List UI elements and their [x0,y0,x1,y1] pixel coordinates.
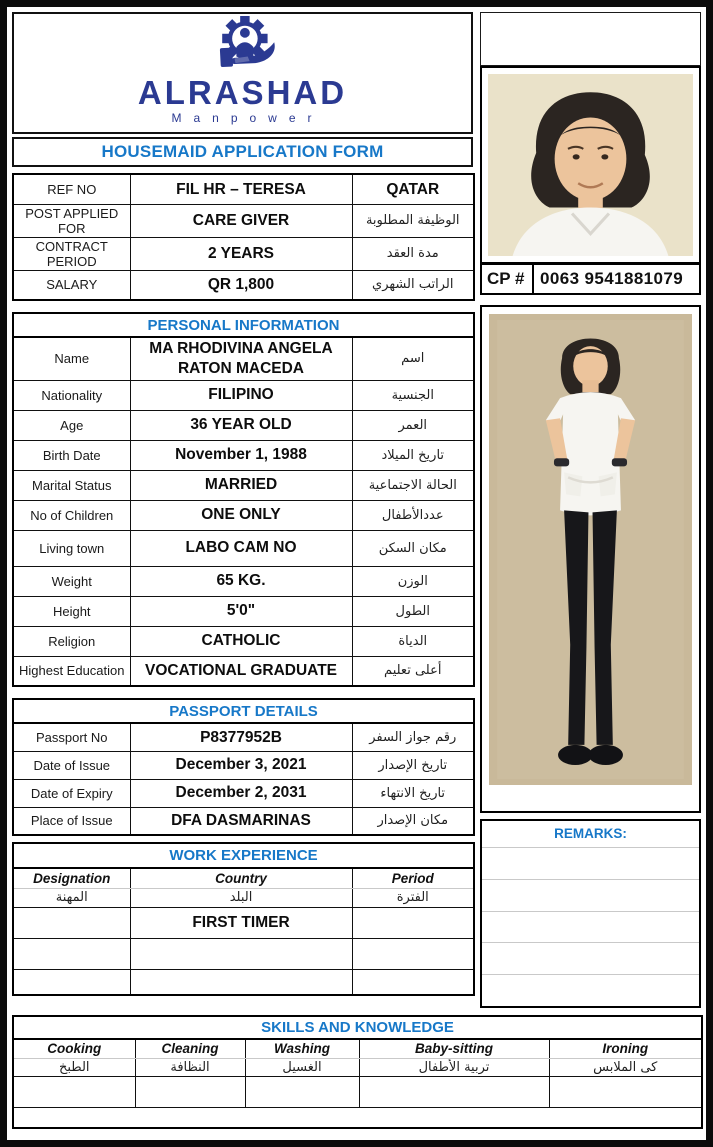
field-label: Highest Education [13,656,130,686]
column-header: Ironing [549,1039,702,1058]
remarks-line [482,879,699,911]
table-row [13,237,474,270]
gear-person-hand-icon [191,16,295,78]
field-label: Height [13,596,130,626]
form-left-column [12,12,473,996]
column-header-ar: الغسيل [245,1058,359,1076]
field-label-ar: الراتب الشهري [352,270,474,300]
empty-cell [130,969,352,995]
field-label: Date of Issue [13,751,130,779]
section-title: WORK EXPERIENCE [13,843,474,868]
column-header-ar: المهنة [13,888,130,907]
field-value: December 3, 2021 [130,751,352,779]
table-row [13,751,474,779]
field-label-ar: الجنسية [352,380,474,410]
column-header-ar: النظافة [135,1058,245,1076]
skills-table [12,1015,703,1129]
form-title: HOUSEMAID APPLICATION FORM [12,137,473,167]
table-row [13,174,474,204]
field-label: Birth Date [13,440,130,470]
personal-information-table [12,312,475,687]
column-header: Baby-sitting [359,1039,549,1058]
section-header-row [13,1016,702,1039]
field-label: Name [13,337,130,380]
column-headers-ar-row [13,1058,702,1076]
table-row [13,270,474,300]
table-row [13,380,474,410]
remarks-line [482,847,699,879]
top-region [12,12,701,1008]
empty-cell [549,1076,702,1107]
section-title: SKILLS AND KNOWLEDGE [13,1016,702,1039]
field-label-ar: الطول [352,596,474,626]
field-label: POST APPLIED FOR [13,204,130,237]
field-value: QR 1,800 [130,270,352,300]
cp-label: CP # [482,265,534,293]
field-label-ar: الوزن [352,566,474,596]
empty-cell [130,938,352,969]
field-label: Nationality [13,380,130,410]
cp-number-row [480,264,701,295]
empty-cell [13,938,130,969]
field-label: Passport No [13,723,130,751]
field-value: DFA DASMARINAS [130,807,352,835]
section-title: PASSPORT DETAILS [13,699,474,723]
column-header-ar: تربية الأطفال [359,1058,549,1076]
field-value: 65 KG. [130,566,352,596]
fullbody-photo [480,305,701,813]
table-row [13,410,474,440]
table-row [13,626,474,656]
field-value: VOCATIONAL GRADUATE [130,656,352,686]
field-value: 2 YEARS [130,237,352,270]
section-header-row [13,843,474,868]
empty-cell [13,907,130,938]
field-value: LABO CAM NO [130,530,352,566]
table-row [13,470,474,500]
column-header: Period [352,868,474,888]
table-row [13,723,474,751]
table-row [13,807,474,835]
table-row [13,566,474,596]
field-label-ar: الدياة [352,626,474,656]
column-header: Cooking [13,1039,135,1058]
field-label-ar: عددالأطفال [352,500,474,530]
field-label: Living town [13,530,130,566]
empty-cell [352,938,474,969]
top-empty-cell [480,12,701,66]
remarks-line [482,942,699,974]
field-label-ar: مدة العقد [352,237,474,270]
empty-cell [245,1076,359,1107]
table-row [13,969,474,995]
empty-cell [135,1076,245,1107]
field-label-ar: تاريخ الإصدار [352,751,474,779]
photo-right-column [480,12,701,1008]
field-value: December 2, 2031 [130,779,352,807]
field-label-ar: رقم جواز السفر [352,723,474,751]
column-header: Designation [13,868,130,888]
field-value: November 1, 1988 [130,440,352,470]
field-label-ar: أعلى تعليم [352,656,474,686]
field-label-ar: الوظيفة المطلوبة [352,204,474,237]
table-row [13,337,474,380]
empty-cell [13,1076,135,1107]
logo-box [12,12,473,134]
work-experience-table [12,842,475,996]
table-row [13,440,474,470]
field-label: Date of Expiry [13,779,130,807]
field-label-ar: QATAR [352,174,474,204]
table-row [13,1076,702,1107]
field-label: SALARY [13,270,130,300]
field-label: Weight [13,566,130,596]
table-row [13,204,474,237]
field-value: MA RHODIVINA ANGELA RATON MACEDA [130,337,352,380]
column-header: Cleaning [135,1039,245,1058]
section-header-row [13,313,474,337]
cp-value: 0063 9541881079 [540,269,684,288]
field-value: P8377952B [130,723,352,751]
field-value: 36 YEAR OLD [130,410,352,440]
section-title: PERSONAL INFORMATION [13,313,474,337]
column-headers-ar-row [13,888,474,907]
column-header-ar: البلد [130,888,352,907]
brand-name: ALRASHAD [137,74,348,111]
field-label-ar: تاريخ الميلاد [352,440,474,470]
remarks-box [480,819,701,1008]
field-value: FIL HR – TERESA [130,174,352,204]
section-header-row [13,699,474,723]
column-headers-row [13,1039,702,1058]
field-label-ar: الحالة الاجتماعية [352,470,474,500]
field-label: Place of Issue [13,807,130,835]
remarks-line [482,974,699,1006]
field-value: FIRST TIMER [130,907,352,938]
table-row [13,1107,702,1128]
column-header-ar: كى الملابس [549,1058,702,1076]
empty-cell [13,1107,702,1128]
table-row [13,530,474,566]
field-label-ar: اسم [352,337,474,380]
header-table [12,173,475,301]
field-label: Religion [13,626,130,656]
table-row [13,596,474,626]
column-headers-row [13,868,474,888]
table-row [13,907,474,938]
field-value: ONE ONLY [130,500,352,530]
table-row [13,500,474,530]
field-label: REF NO [13,174,130,204]
headshot-photo-image [488,74,693,256]
brand-subtitle: Manpower [171,111,324,125]
table-row [13,656,474,686]
field-label-ar: مكان السكن [352,530,474,566]
remarks-line [482,911,699,943]
field-value: FILIPINO [130,380,352,410]
column-header-ar: الطبخ [13,1058,135,1076]
field-value: CATHOLIC [130,626,352,656]
field-label-ar: العمر [352,410,474,440]
field-value: CARE GIVER [130,204,352,237]
field-label: Age [13,410,130,440]
empty-cell [13,969,130,995]
field-value: 5'0" [130,596,352,626]
column-header-ar: الفترة [352,888,474,907]
empty-cell [359,1076,549,1107]
table-row [13,779,474,807]
headshot-photo [480,66,701,264]
empty-cell [352,969,474,995]
field-label: Marital Status [13,470,130,500]
field-value: MARRIED [130,470,352,500]
fullbody-photo-image [489,314,692,785]
column-header: Country [130,868,352,888]
remarks-title: REMARKS: [554,826,627,841]
table-row [13,938,474,969]
field-label-ar: مكان الإصدار [352,807,474,835]
empty-cell [352,907,474,938]
passport-details-table [12,698,475,836]
field-label: CONTRACT PERIOD [13,237,130,270]
field-label-ar: تاريخ الانتهاء [352,779,474,807]
column-header: Washing [245,1039,359,1058]
field-label: No of Children [13,500,130,530]
